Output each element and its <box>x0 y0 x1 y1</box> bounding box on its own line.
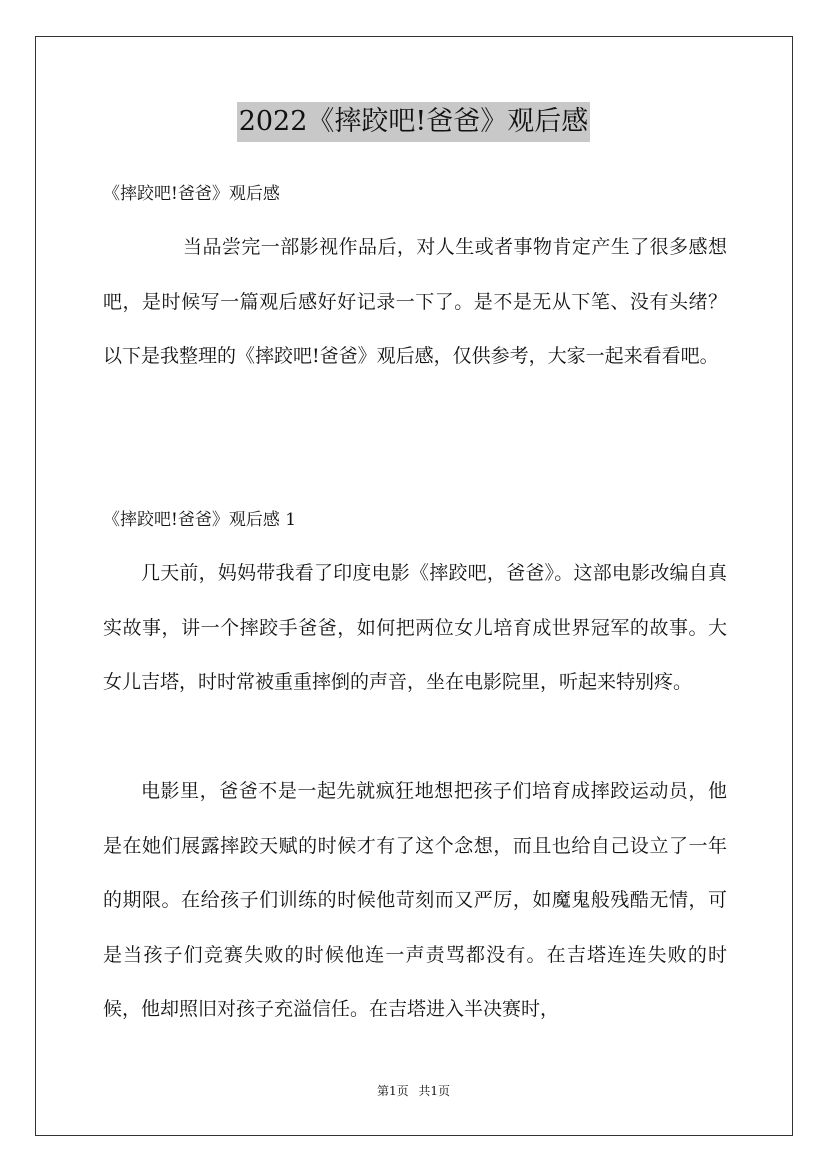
document-title <box>0 100 827 142</box>
page-footer <box>0 1083 827 1099</box>
intro-heading: 《摔跤吧!爸爸》观后感 <box>103 184 280 204</box>
intro-paragraph: 当品尝完一部影视作品后，对人生或者事物肯定产生了很多感想吧，是时候写一篇观后感好好记录一下了。是不是无从下笔、没有头绪？以下是我整理的《摔跤吧!爸爸》观后感，仅供参考，大家一起来看看吧。 <box>103 236 727 367</box>
body-paragraph-2: 电影里，爸爸不是一起先就疯狂地想把孩子们培育成摔跤运动员，他是在她们展露摔跤天赋的时候才有了这个念想，而且也给自己设立了一年的期限。在给孩子们训练的时候他苛刻而又严厉，如魔鬼般残酷无情，可是当孩子们竞赛失败的时候他连一声责骂都没有。在吉塔连连失败的时候，他却照旧对孩子充溢信任。在吉塔进入半决赛时， <box>103 780 727 1020</box>
page-total: 共1页 <box>418 1084 451 1098</box>
section-heading: 《摔跤吧!爸爸》观后感 1 <box>103 510 297 530</box>
page-number: 第1页 <box>376 1084 409 1098</box>
document-title-text: 2022《摔跤吧!爸爸》观后感 <box>237 102 591 142</box>
body-paragraph-1: 几天前，妈妈带我看了印度电影《摔跤吧，爸爸》。这部电影改编自真实故事，讲一个摔跤手爸爸，如何把两位女儿培育成世界冠军的故事。大女儿吉塔，时时常被重重摔倒的声音，坐在电影院里，听起来特别疼。 <box>103 562 727 693</box>
